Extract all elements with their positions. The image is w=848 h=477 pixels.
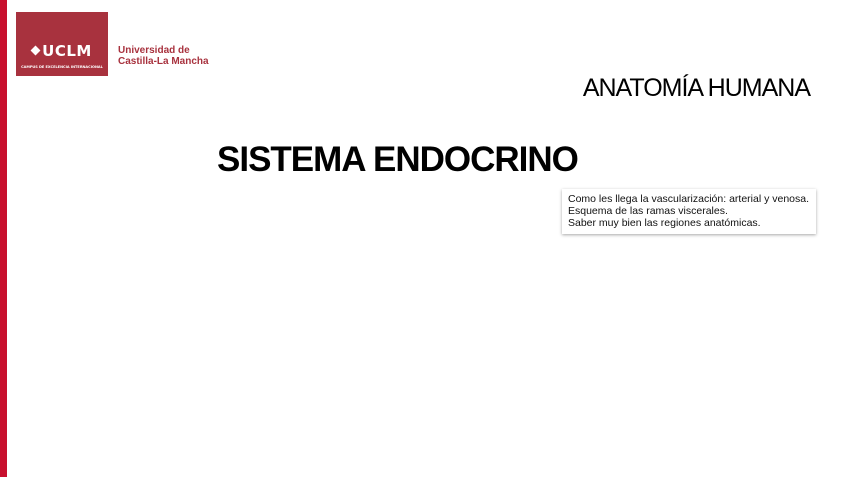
comment-note[interactable] bbox=[562, 189, 816, 234]
logo-diamond-icon bbox=[31, 46, 41, 56]
note-line: Como les llega la vascularización: arterial y venosa. bbox=[568, 193, 810, 205]
university-name-line2: Castilla-La Mancha bbox=[118, 56, 209, 67]
university-name bbox=[118, 45, 209, 67]
uclm-logo bbox=[16, 12, 108, 76]
logo-tagline: CAMPUS DE EXCELENCIA INTERNACIONAL bbox=[21, 65, 103, 69]
accent-bar bbox=[0, 0, 7, 477]
subject-heading: ANATOMÍA HUMANA bbox=[582, 74, 810, 102]
university-name-line1: Universidad de bbox=[118, 45, 190, 56]
note-line: Saber muy bien las regiones anatómicas. bbox=[568, 217, 761, 229]
note-line: Esquema de las ramas viscerales. bbox=[568, 205, 728, 217]
logo-text: UCLM bbox=[42, 42, 92, 60]
slide-title: SISTEMA ENDOCRINO bbox=[217, 140, 578, 179]
logo-wordmark bbox=[16, 42, 108, 60]
